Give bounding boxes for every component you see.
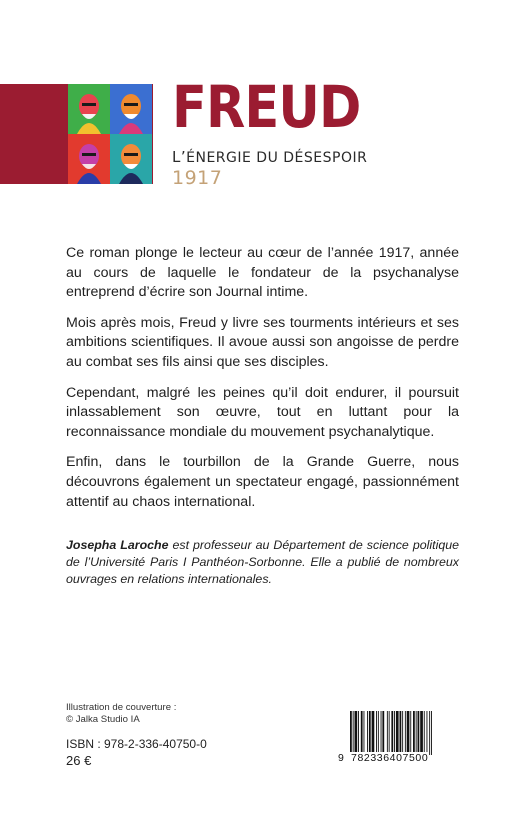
subtitle-text: ÉNERGIE DU DÉSESPOIR [186,150,368,166]
subtitle-lead: L’ [172,148,187,166]
portrait-tile-green [68,84,110,134]
barcode-digit-string: 782336407500 [351,752,429,764]
blurb-paragraph: Ce roman plonge le lecteur au cœur de l’année 1917, année au cours de laquelle le fondateur de la psychanalyse entreprend d’écrire son Journal intime. [66,245,459,301]
cover-portrait-grid [68,84,152,184]
barcode-first-digit: 9 [338,752,345,764]
isbn-number: ISBN : 978-2-336-40750-0 [66,737,207,751]
portrait-tile-blue [110,84,152,134]
author-bio [66,537,459,588]
book-price: 26 € [66,753,92,768]
book-title: FREUD [172,73,361,141]
back-cover-blurb [66,244,459,523]
book-subtitle [172,148,367,166]
blurb-paragraph: Mois après mois, Freud y livre ses tourments intérieurs et ses ambitions scientifiques. Il avoue aussi son angoisse de perdre au combat ses fils ainsi que ses disciples. [66,314,459,370]
illustration-credit [66,702,176,726]
portrait-tile-red [68,134,110,184]
blurb-paragraph: Cependant, malgré les peines qu’il doit endurer, il poursuit inlassablement son œuvre, tout en luttant pour la reconnaissance mondiale du mouvement psychanalytique. [66,384,459,440]
author-bio-text: est professeur au Département de science politique de l’Université Paris I Panthéon-Sorbonne. Elle a publié de nombreux ouvrages en relations internationales. [66,538,459,586]
author-name: Josepha Laroche [66,538,169,552]
book-year: 1917 [172,167,223,189]
portrait-tile-teal [110,134,152,184]
credit-studio: © Jalka Studio IA [66,714,140,725]
credit-label: Illustration de couverture : [66,702,177,713]
blurb-paragraph: Enfin, dans le tourbillon de la Grande Guerre, nous découvrons également un spectateur engagé, passionnément attentif au chaos international. [66,454,459,510]
